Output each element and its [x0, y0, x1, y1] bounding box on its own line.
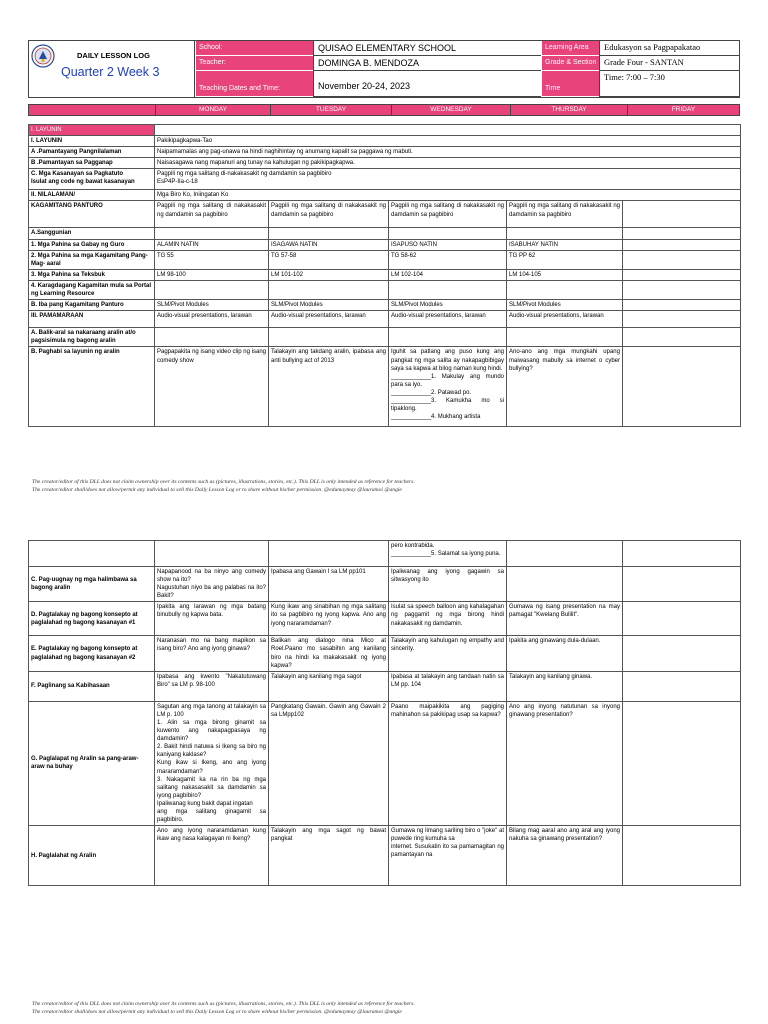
day-cell-monday: LM 98-100 — [155, 269, 269, 280]
area-value: Edukasyon sa Pagpapakatao — [599, 41, 739, 56]
day-cell-tuesday: Talakayin ang mga sagot ng bawat pangkat — [269, 826, 389, 886]
day-cell-monday — [155, 228, 269, 239]
day-cell-wednesday: SLM/Pivot Modules — [389, 300, 507, 311]
day-cell-monday — [155, 280, 269, 299]
day-cell-wednesday: pero kontrabida. ____________5. Salamat sa iyong puna. — [389, 541, 507, 567]
row-label: B. Paghabi sa layunin ng aralin — [29, 347, 155, 427]
table-row — [29, 636, 741, 671]
table-row — [29, 125, 741, 136]
day-cell-friday — [623, 201, 741, 228]
day-cell-thursday: Ipakita ang ginawang dula-dulaan. — [507, 636, 623, 671]
table-row — [29, 567, 741, 602]
day-cell-monday: Sagutan ang mga tanong at talakayin sa LM p. 100 1. Alin sa mga birong ginamit sa kuwento ang nakapagpasaya ng damdamin? 2. Bakit hindi natuwa si Ikeng sa biro ng kaniyang kaklase? Kung ikaw si Ikeng, ano ang iyong mararamdaman? 3. Nakagamit ka na rin ba ng mga salitang nakasasakit sa damdamin sa iyong pagbibiro? Ipaliwanag kung bakit dapat ingatan ang mga salitang ginagamit sa pagbibiro. — [155, 701, 269, 825]
day-cell-wednesday: Isulat sa speech balloon ang kahalagahan ng paggamit ng mga birong hindi nakakasakit ng damdamin. — [389, 602, 507, 636]
day-cell-tuesday: Pagpili ng mga salitang di nakakasakit ng damdamin sa pagbibiro — [269, 201, 389, 228]
page-one — [28, 40, 740, 427]
day-cell-tuesday: Ipabasa ang Gawain I sa LM pp101 — [269, 567, 389, 602]
area-label: Learning Area — [541, 41, 599, 56]
row-label: A. Balik-aral sa nakaraang aralin at/o pagsisimula ng bagong aralin — [29, 328, 155, 347]
day-cell-thursday: ISABUHAY NATIN — [507, 239, 623, 250]
row-label: E. Pagtalakay ng bagong konsepto at paglalahad ng bagong kasanayan #2 — [29, 636, 155, 671]
lesson-table-page-one — [28, 124, 741, 427]
day-cell-friday — [623, 280, 741, 299]
table-row — [29, 671, 741, 701]
row-label: B. Iba pang Kagamitang Panturo — [29, 300, 155, 311]
dates-label: Teaching Dates and Time: — [195, 71, 313, 97]
day-cell-tuesday: Audio-visual presentations, larawan — [269, 311, 389, 328]
disclaimer-line: The creator/editor shall/does not allow/permit any individual to sell this Daily Lesson Log or to share without his/her permission. @edumaymay @lauramoi @angie — [32, 487, 402, 493]
day-cell-tuesday — [269, 541, 389, 567]
day-cell-thursday: Talakayin ang kanilang ginawa. — [507, 671, 623, 701]
day-cell-tuesday: Balikan ang dialogo nina Mico at Roel.Paano mo sasabihin ang kanilang biro na hindi ka makakasakit ng iyong kapwa? — [269, 636, 389, 671]
day-cell-wednesday — [389, 228, 507, 239]
weekday-header — [28, 104, 740, 116]
table-row — [29, 269, 741, 280]
row-label: I. LAYUNIN — [29, 136, 155, 147]
table-row — [29, 280, 741, 299]
day-cell-wednesday: Ipaliwanag ang iyong gagawin sa sitwasyong ito — [389, 567, 507, 602]
day-cell-tuesday: Kung ikaw ang sinabihan ng mga salitang ito sa pagbibiro ng iyong kapwa. Ano ang iyong nararamdaman? — [269, 602, 389, 636]
dll-header — [28, 40, 740, 98]
day-cell-tuesday — [269, 280, 389, 299]
day-cell-friday — [623, 636, 741, 671]
day-cell-monday: Pagpili ng mga salitang di nakakasakit ng damdamin sa pagbibiro — [155, 201, 269, 228]
disclaimer-line: The creator/editor of this DLL does not claim ownership over its contents such as (pictures, illustrations, stories, etc.). This DLL is only intended as reference for teachers. — [32, 479, 415, 485]
day-cell-friday — [623, 328, 741, 347]
day-cell-tuesday: Talakayin ang kanilang mga sagot — [269, 671, 389, 701]
day-cell-tuesday: ISAGAWA NATIN — [269, 239, 389, 250]
row-label: C. Mga Kasanayan sa Pagkatuto Isulat ang code ng bawat kasanayan — [29, 169, 155, 190]
day-cell-thursday — [507, 541, 623, 567]
day-cell-tuesday — [269, 228, 389, 239]
disclaimer-line: The creator/editor of this DLL does not claim ownership over its contents such as (pictures, illustrations, stories, etc.). This DLL is only intended as reference for teachers. — [32, 1001, 415, 1007]
day-cell-monday: Naranasan mo na bang mapikon sa isang biro? Ano ang iyong ginawa? — [155, 636, 269, 671]
row-label: 1. Mga Pahina sa Gabay ng Guro — [29, 239, 155, 250]
table-row — [29, 201, 741, 228]
row-label: D. Pagtalakay ng bagong konsepto at paglalahad ng bagong kasanayan #1 — [29, 602, 155, 636]
row-label: III. PAMAMARAAN — [29, 311, 155, 328]
day-cell-wednesday: Audio-visual presentations, larawan — [389, 311, 507, 328]
day-cell-tuesday: SLM/Pivot Modules — [269, 300, 389, 311]
day-cell-wednesday: Pagpili ng mga salitang di nakakasakit ng damdamin sa pagbibiro — [389, 201, 507, 228]
table-row — [29, 136, 741, 147]
table-row — [29, 701, 741, 825]
merged-cell: Pagpili ng mga salitang di-nakakasakit ng damdamin sa pagbibiro EsP4P-IIa-c-18 — [155, 169, 741, 190]
day-cell-thursday: Bilang mag aaral ano ang aral ang iyong nakuha sa ginawang presentation? — [507, 826, 623, 886]
day-cell-monday: ALAMIN NATIN — [155, 239, 269, 250]
dll-title: DAILY LESSON LOG — [77, 51, 150, 60]
teacher-value: DOMINGA B. MENDOZA — [313, 56, 541, 71]
day-cell-monday — [155, 541, 269, 567]
day-cell-tuesday: LM 101-102 — [269, 269, 389, 280]
table-row — [29, 169, 741, 190]
disclaimer-line: The creator/editor shall/does not allow/permit any individual to sell this Daily Lesson Log or to share without his/her permission. @edumaymay @lauramoi @angie — [32, 1009, 402, 1015]
lesson-table-page-two — [28, 540, 741, 886]
day-cell-tuesday — [269, 328, 389, 347]
day-cell-friday — [623, 567, 741, 602]
table-row — [29, 228, 741, 239]
row-label: I. LAYUNIN — [29, 125, 155, 136]
day-cell-wednesday: Talakayin ang kahulugan ng empathy and sincerity. — [389, 636, 507, 671]
merged-cell: Pakikipagkapwa-Tao — [155, 136, 741, 147]
day-cell-tuesday: TG 57-58 — [269, 250, 389, 269]
day-cell-friday — [623, 671, 741, 701]
school-label: School: — [195, 41, 313, 56]
row-label — [29, 541, 155, 567]
table-row — [29, 826, 741, 886]
day-cell-monday: SLM/Pivot Modules — [155, 300, 269, 311]
disclaimer-page-one — [32, 478, 752, 494]
day-cell-wednesday: Gumawa ng limang sariling biro o "joke" at puwede ring kumuha sa internet. Susukatin ito sa pamamagitan ng pamantayan na — [389, 826, 507, 886]
merged-cell: Naipamamalas ang pag-unawa na hindi naghihintay ng anumang kapalit sa paggawa ng mabuti. — [155, 147, 741, 158]
deped-seal-icon — [31, 44, 55, 68]
table-row — [29, 239, 741, 250]
day-cell-friday — [623, 541, 741, 567]
time-label: Time — [541, 71, 599, 97]
row-label: A .Pamantayang Pangnilalaman — [29, 147, 155, 158]
header-title-block — [29, 41, 195, 97]
merged-cell — [155, 125, 741, 136]
time-value: Time: 7:00 – 7:30 — [599, 71, 739, 97]
grade-label: Grade & Section — [541, 56, 599, 71]
day-cell-wednesday — [389, 280, 507, 299]
page-two — [28, 540, 740, 886]
day-cell-wednesday — [389, 328, 507, 347]
day-cell-thursday: Ano ang inyong natutunan sa inyong ginawang presentation? — [507, 701, 623, 825]
disclaimer-page-two — [32, 1000, 752, 1016]
day-cell-thursday: Audio-visual presentations, larawan — [507, 311, 623, 328]
table-row — [29, 158, 741, 169]
day-cell-monday: Audio-visual presentations, larawan — [155, 311, 269, 328]
dates-value: November 20-24, 2023 — [313, 71, 541, 97]
row-label: C. Pag-uugnay ng mga halimbawa sa bagong aralin — [29, 567, 155, 602]
grade-value: Grade Four - SANTAN — [599, 56, 739, 71]
day-wednesday: WEDNESDAY — [391, 105, 510, 115]
day-cell-friday — [623, 228, 741, 239]
day-cell-thursday — [507, 328, 623, 347]
day-friday: FRIDAY — [627, 105, 739, 115]
day-cell-tuesday: Talakayin ang takdang aralin, ipabasa ang anti bullying act of 2013 — [269, 347, 389, 427]
day-cell-friday — [623, 239, 741, 250]
day-cell-thursday — [507, 280, 623, 299]
day-cell-thursday: Ano-ano ang mga mungkahi upang maiwasang mabully sa internet o cyber bullying? — [507, 347, 623, 427]
row-label: G. Paglalapat ng Aralin sa pang-araw-araw na buhay — [29, 701, 155, 825]
day-cell-thursday: TG PP 62 — [507, 250, 623, 269]
day-cell-friday — [623, 311, 741, 328]
day-cell-thursday: LM 104-105 — [507, 269, 623, 280]
table-row — [29, 541, 741, 567]
row-label: A.Sanggunian — [29, 228, 155, 239]
day-cell-wednesday: ISAPUSO NATIN — [389, 239, 507, 250]
day-monday: MONDAY — [155, 105, 270, 115]
day-cell-thursday — [507, 567, 623, 602]
day-cell-thursday: SLM/Pivot Modules — [507, 300, 623, 311]
weekday-spacer — [29, 105, 155, 115]
day-cell-monday: Ipabasa ang kwento "Nakatutuwang Biro" sa LM p. 98-100 — [155, 671, 269, 701]
school-value: QUISAO ELEMENTARY SCHOOL — [313, 41, 541, 56]
table-row — [29, 328, 741, 347]
merged-cell: Naisasagawa nang mapanuri ang tunay na kahulugan ng pakikipagkapwa. — [155, 158, 741, 169]
day-cell-wednesday: Iguhit sa patlang ang puso kung ang pangkat ng mga salita ay nakapagbibigay saya sa kapwa at bilog naman kung hindi. ____________1. Makulay ang mundo para sa iyo. ____________2. Patawad po. ____________3. Kamukha mo si tipaklong. ____________4. Mukhang artista — [389, 347, 507, 427]
day-cell-monday: Ano ang iyong nararamdaman kung ikaw ang nasa kalagayan ni Ikeng? — [155, 826, 269, 886]
table-row — [29, 190, 741, 201]
row-label: H. Paglalahat ng Aralin — [29, 826, 155, 886]
day-cell-monday: Ipakita ang larawan ng mga batang binubully ng kapwa bata. — [155, 602, 269, 636]
row-label: II. NILALAMAN/ — [29, 190, 155, 201]
day-cell-friday — [623, 701, 741, 825]
row-label: 2. Mga Pahina sa mga Kagamitang Pang- Mag- aaral — [29, 250, 155, 269]
table-row — [29, 602, 741, 636]
day-cell-thursday: Pagpili ng mga salitang di nakakasakit ng damdamin sa pagbibiro — [507, 201, 623, 228]
day-cell-friday — [623, 602, 741, 636]
day-cell-wednesday: Ipabasa at talakayin ang tandaan natin sa LM pp. 104 — [389, 671, 507, 701]
day-thursday: THURSDAY — [510, 105, 627, 115]
row-label: KAGAMITANG PANTURO — [29, 201, 155, 228]
row-label: 4. Karagdagang Kagamitan mula sa Portal ng Learning Resource — [29, 280, 155, 299]
day-cell-friday — [623, 269, 741, 280]
day-cell-wednesday: Paano maipakikita ang pagiging mahinahon sa pakikipag usap sa kapwa? — [389, 701, 507, 825]
merged-cell: Mga Biro Ko, Iniingatan Ko — [155, 190, 741, 201]
row-label: 3. Mga Pahina sa Teksbuk — [29, 269, 155, 280]
day-cell-friday — [623, 250, 741, 269]
row-label: B .Pamantayan sa Pagganap — [29, 158, 155, 169]
day-cell-friday — [623, 300, 741, 311]
day-cell-wednesday: TG 58-62 — [389, 250, 507, 269]
day-cell-friday — [623, 347, 741, 427]
teacher-label: Teacher: — [195, 56, 313, 71]
day-cell-tuesday: Pangkatang Gawain. Gawin ang Gawain 2 sa LMpp102 — [269, 701, 389, 825]
day-cell-monday: Pagpapakita ng isang video clip ng isang comedy show — [155, 347, 269, 427]
table-row — [29, 147, 741, 158]
day-cell-friday — [623, 826, 741, 886]
day-cell-thursday — [507, 228, 623, 239]
table-row — [29, 300, 741, 311]
row-label: F. Paglinang sa Kabihasaan — [29, 671, 155, 701]
day-cell-monday: Napapanood na ba ninyo ang comedy show na ito? Nagustuhan niyo ba ang palabas na ito? Bakit? — [155, 567, 269, 602]
day-cell-monday: TG 55 — [155, 250, 269, 269]
day-cell-wednesday: LM 102-104 — [389, 269, 507, 280]
table-row — [29, 311, 741, 328]
day-tuesday: TUESDAY — [270, 105, 391, 115]
table-row — [29, 250, 741, 269]
quarter-week: Quarter 2 Week 3 — [61, 65, 160, 79]
table-row — [29, 347, 741, 427]
day-cell-thursday: Gumawa ng isang presentation na may pamagat "Kwelang Bulilit". — [507, 602, 623, 636]
day-cell-monday — [155, 328, 269, 347]
